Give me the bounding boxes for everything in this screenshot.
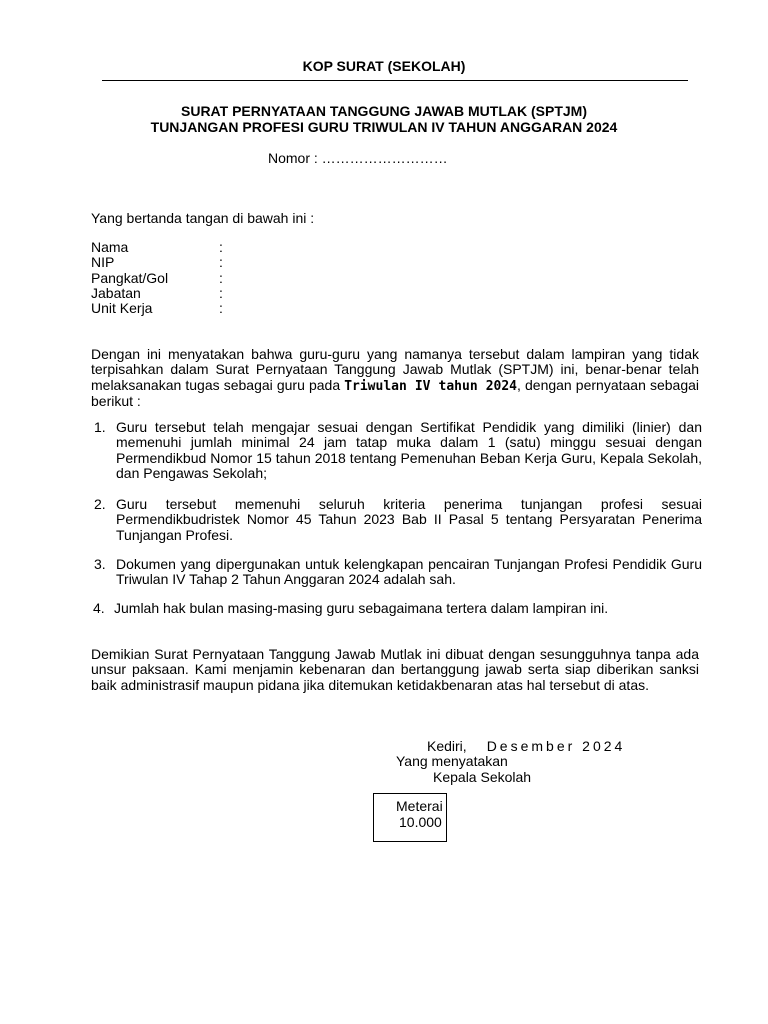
list-number: 2. xyxy=(94,496,106,512)
stamp-duty-value: 10.000 xyxy=(399,814,442,830)
signature-date: Desember 2024 xyxy=(486,738,626,754)
signature-declarant: Yang menyatakan xyxy=(396,753,508,769)
identity-separator: : xyxy=(219,254,223,271)
identity-row xyxy=(91,240,223,255)
identity-label: Pangkat/Gol xyxy=(91,269,169,286)
list-text: Guru tersebut memenuhi seluruh kriteria penerima tunjangan profesi sesuai Permendikbudristek Nomor 45 Tahun 2023 Bab II Pasal 5 tentang Persyaratan Penerima Tunjangan Profesi. xyxy=(116,496,702,543)
document-subtitle: TUNJANGAN PROFESI GURU TRIWULAN IV TAHUN ANGGARAN 2024 xyxy=(150,119,618,135)
document-title: SURAT PERNYATAAN TANGGUNG JAWAB MUTLAK (SPTJM) xyxy=(181,103,587,119)
list-number: 1. xyxy=(94,419,106,435)
list-item xyxy=(94,419,702,482)
identity-separator: : xyxy=(219,269,223,286)
statement-period: Triwulan IV tahun 2024 xyxy=(344,378,518,394)
identity-row xyxy=(91,301,223,316)
list-text: Dokumen yang dipergunakan untuk kelengkapan pencairan Tunjangan Profesi Pendidik Guru Triwulan IV Tahap 2 Tahun Anggaran 2024 adalah sah. xyxy=(116,556,702,588)
stamp-duty-box xyxy=(373,793,447,842)
identity-separator: : xyxy=(219,239,223,255)
identity-label: NIP xyxy=(91,254,115,271)
identity-label: Unit Kerja xyxy=(91,300,153,317)
list-number: 3. xyxy=(94,556,106,572)
signature-place: Kediri, xyxy=(427,738,467,754)
identity-separator: : xyxy=(219,284,223,301)
list-text: Jumlah hak bulan masing-masing guru sebagaimana tertera dalam lampiran ini. xyxy=(114,600,609,616)
list-number: 4. xyxy=(93,600,105,616)
identity-row xyxy=(91,255,223,270)
identity-separator: : xyxy=(219,300,223,317)
identity-row xyxy=(91,286,223,301)
intro-text: Yang bertanda tangan di bawah ini : xyxy=(91,210,315,226)
list-item xyxy=(94,496,702,543)
kop-surat: KOP SURAT (SEKOLAH) xyxy=(302,58,466,74)
identity-fields xyxy=(91,240,223,316)
header-divider xyxy=(102,80,688,81)
identity-label: Nama xyxy=(91,239,129,255)
identity-row xyxy=(91,271,223,286)
stamp-duty-label: Meterai xyxy=(396,798,443,814)
statement-text-end: , dengan pernyataan sebagai berikut : xyxy=(91,376,700,410)
document-number: Nomor : ……………………… xyxy=(268,150,448,166)
statement-paragraph xyxy=(91,347,699,410)
list-item xyxy=(94,556,702,588)
list-text: Guru tersebut telah mengajar sesuai dengan Sertifikat Pendidik yang dimiliki (linier) dan memenuhi jumlah minimal 24 jam tatap muka dalam 1 (satu) minggu sesuai dengan Permendikbud Nomor 15 tahun 2018 tentang Pemenuhan Beban Kerja Guru, Kepala Sekolah, dan Pengawas Sekolah; xyxy=(116,419,702,482)
statement-text: Dengan ini menyatakan bahwa guru-guru yang namanya tersebut dalam lampiran yang tidak terpisahkan dalam Surat Pernyataan Tanggung Jawab Mutlak (SPTJM) ini, benar-benar telah melaksanakan tugas sebagai guru pada xyxy=(91,346,699,393)
signature-place-date xyxy=(427,738,625,754)
identity-label: Jabatan xyxy=(91,284,141,301)
list-item xyxy=(93,600,700,616)
closing-paragraph: Demikian Surat Pernyataan Tanggung Jawab Mutlak ini dibuat dengan sesungguhnya tanpa ada unsur paksaan. Kami menjamin kebenaran dan bertanggung jawab serta siap diberikan sanksi baik administrasif maupun pidana jika ditemukan ketidakbenaran atas hal tersebut di atas. xyxy=(91,646,699,693)
signature-role: Kepala Sekolah xyxy=(433,769,532,785)
